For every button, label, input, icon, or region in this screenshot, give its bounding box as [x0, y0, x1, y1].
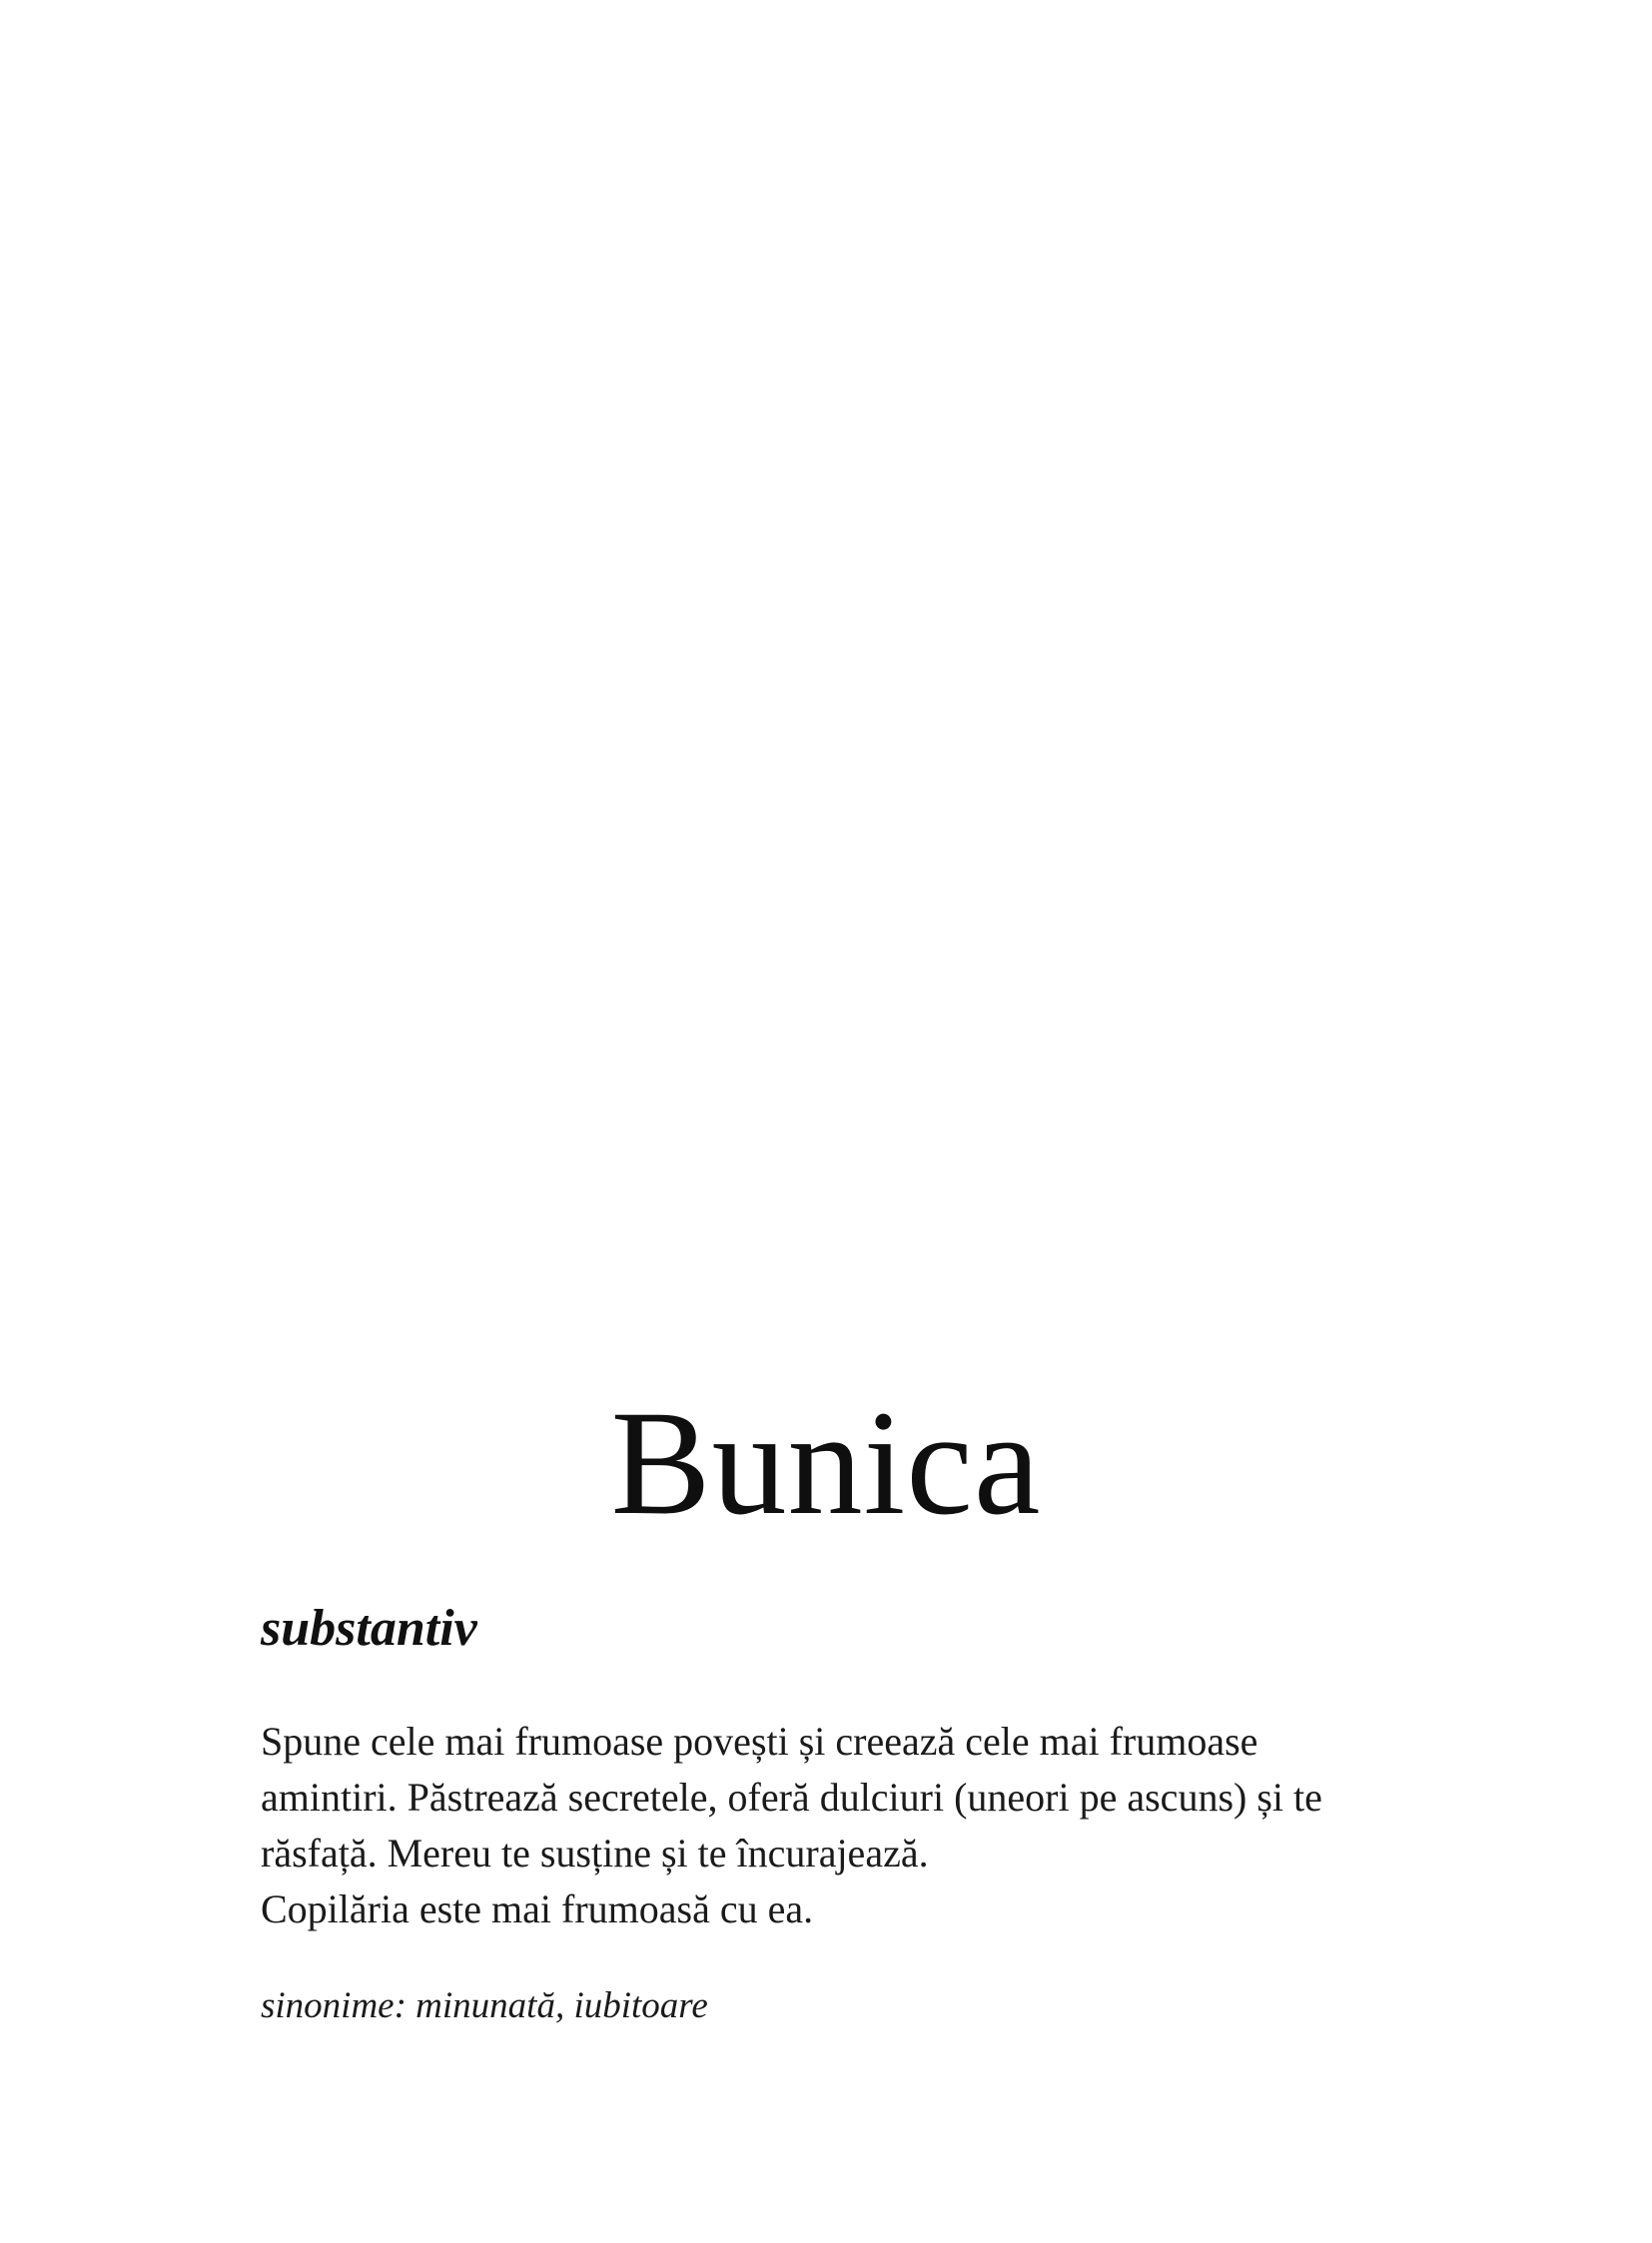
definition-text [261, 1714, 1459, 1937]
definition-line: răsfață. Mereu te susține și te încurajează. [261, 1831, 929, 1875]
definition-line: amintiri. Păstrează secretele, oferă dulciuri (uneori pe ascuns) și te [261, 1775, 1322, 1820]
synonyms: sinonime: minunată, iubitoare [261, 1985, 708, 2026]
part-of-speech: substantiv [261, 1600, 477, 1657]
entry-word: Bunica [610, 1380, 1042, 1546]
definition-line: Spune cele mai frumoase povești și creează cele mai frumoase [261, 1719, 1258, 1764]
definition-line: Copilăria este mai frumoasă cu ea. [261, 1886, 814, 1931]
